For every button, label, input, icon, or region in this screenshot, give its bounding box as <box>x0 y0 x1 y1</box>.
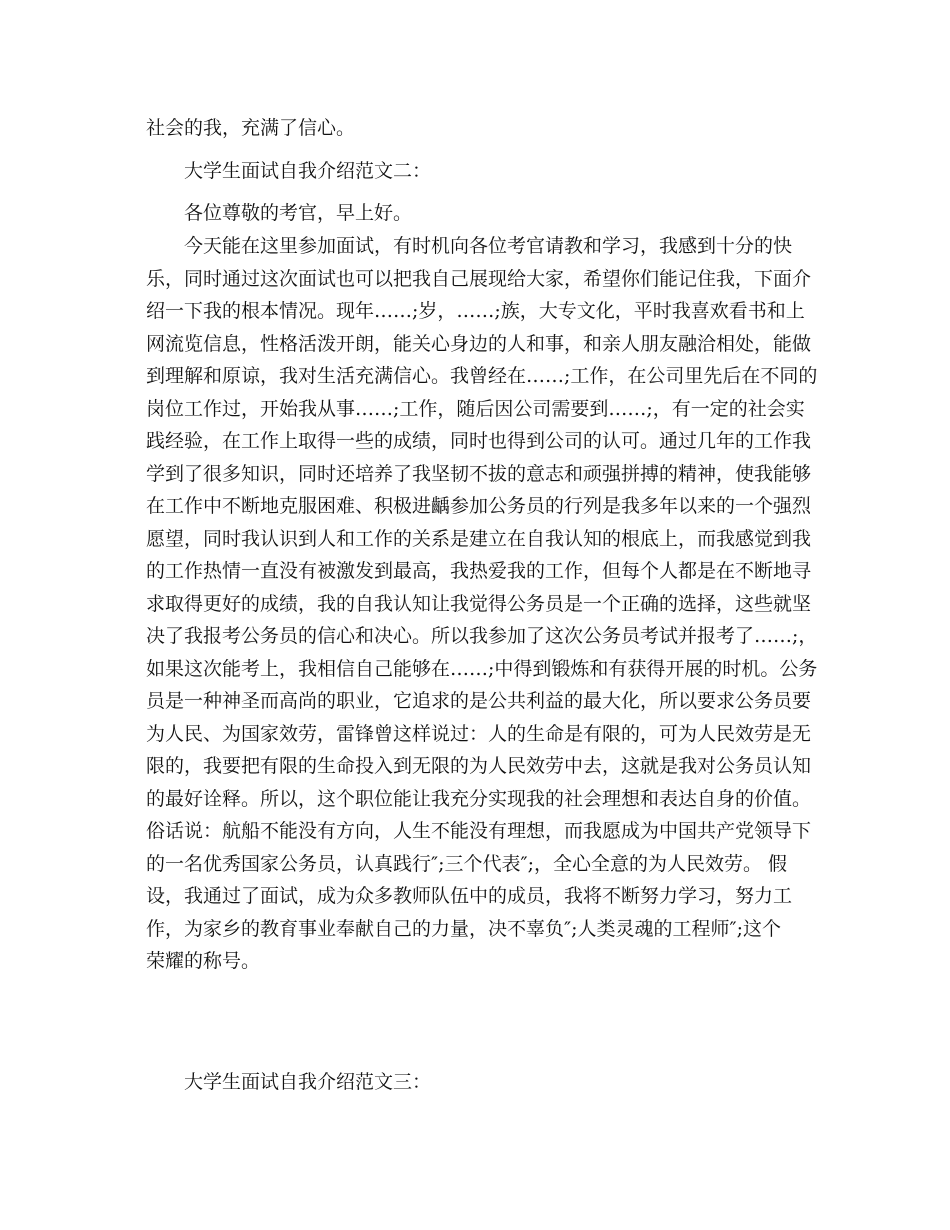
paragraph-line: 员是一种神圣而高尚的职业，它追求的是公共利益的最大化，所以要求公务员要 <box>146 690 812 712</box>
paragraph-line: 作，为家乡的教育事业奉献自己的力量，决不辜负″;人类灵魂的工程师″;这个 <box>146 917 781 940</box>
section-heading: 大学生面试自我介绍范文三： <box>184 1071 432 1093</box>
paragraph-line: 的工作热情一直没有被激发到最高，我热爱我的工作，但每个人都是在不断地寻 <box>146 560 812 582</box>
paragraph-line: 绍一下我的根本情况。现年……;岁，……;族，大专文化，平时我喜欢看书和上 <box>146 300 805 322</box>
paragraph-line: 愿望，同时我认识到人和工作的关系是建立在自我认知的根底上，而我感觉到我 <box>146 527 812 550</box>
paragraph-line: 乐，同时通过这次面试也可以把我自己展现给大家，希望你们能记住我，下面介 <box>146 267 812 290</box>
paragraph-line: 求取得更好的成绩，我的自我认知让我觉得公务员是一个正确的选择，这些就坚 <box>146 592 812 615</box>
paragraph-line: 学到了很多知识，同时还培养了我坚韧不拔的意志和顽强拼搏的精神，使我能够 <box>146 462 812 485</box>
paragraph-line: 网流览信息，性格活泼开朗，能关心身边的人和事，和亲人朋友融洽相处，能做 <box>146 332 812 355</box>
paragraph-line: 俗话说：航船不能没有方向，人生不能没有理想，而我愿成为中国共产党领导下 <box>146 820 812 842</box>
paragraph-line: 如果这次能考上，我相信自己能够在……;中得到锻炼和有获得开展的时机。公务 <box>146 657 818 680</box>
paragraph-line: 到理解和原谅，我对生活充满信心。我曾经在……;工作，在公司里先后在不同的 <box>146 365 818 387</box>
paragraph-line: 今天能在这里参加面试，有时机向各位考官请教和学习，我感到十分的快 <box>184 235 793 257</box>
paragraph-line: 荣耀的称号。 <box>146 950 261 972</box>
paragraph-line: 限的，我要把有限的生命投入到无限的为人民效劳中去，这就是我对公务员认知 <box>146 755 812 777</box>
paragraph-line: 岗位工作过，开始我从事……;工作，随后因公司需要到……;，有一定的社会实 <box>146 397 805 420</box>
text-line: 社会的我，充满了信心。 <box>146 117 356 139</box>
paragraph-line: 在工作中不断地克服困难、积极进齲参加公务员的行列是我多年以来的一个强烈 <box>146 495 812 517</box>
greeting-line: 各位尊敬的考官，早上好。 <box>184 202 413 224</box>
paragraph-line: 的一名优秀国家公务员，认真践行″;三个代表″;，全心全意的为人民效劳。 假 <box>146 852 788 875</box>
paragraph-line: 设，我通过了面试，成为众多教师队伍中的成员，我将不断努力学习，努力工 <box>146 885 793 907</box>
top-lines <box>146 112 816 230</box>
bottom-heading-block <box>146 1066 816 1099</box>
paragraph-line: 为人民、为国家效劳，雷锋曾这样说过：人的生命是有限的，可为人民效劳是无 <box>146 722 812 745</box>
paragraph-line: 决了我报考公务员的信心和决心。所以我参加了这次公务员考试并报考了……;， <box>146 625 818 647</box>
paragraph-line: 的最好诠释。所以，这个职位能让我充分实现我的社会理想和表达自身的价值。 <box>146 787 812 810</box>
paragraph-line: 践经验，在工作上取得一些的成绩，同时也得到公司的认可。通过几年的工作我 <box>146 430 812 452</box>
body-paragraph <box>146 230 816 978</box>
section-heading: 大学生面试自我介绍范文二： <box>184 159 432 182</box>
